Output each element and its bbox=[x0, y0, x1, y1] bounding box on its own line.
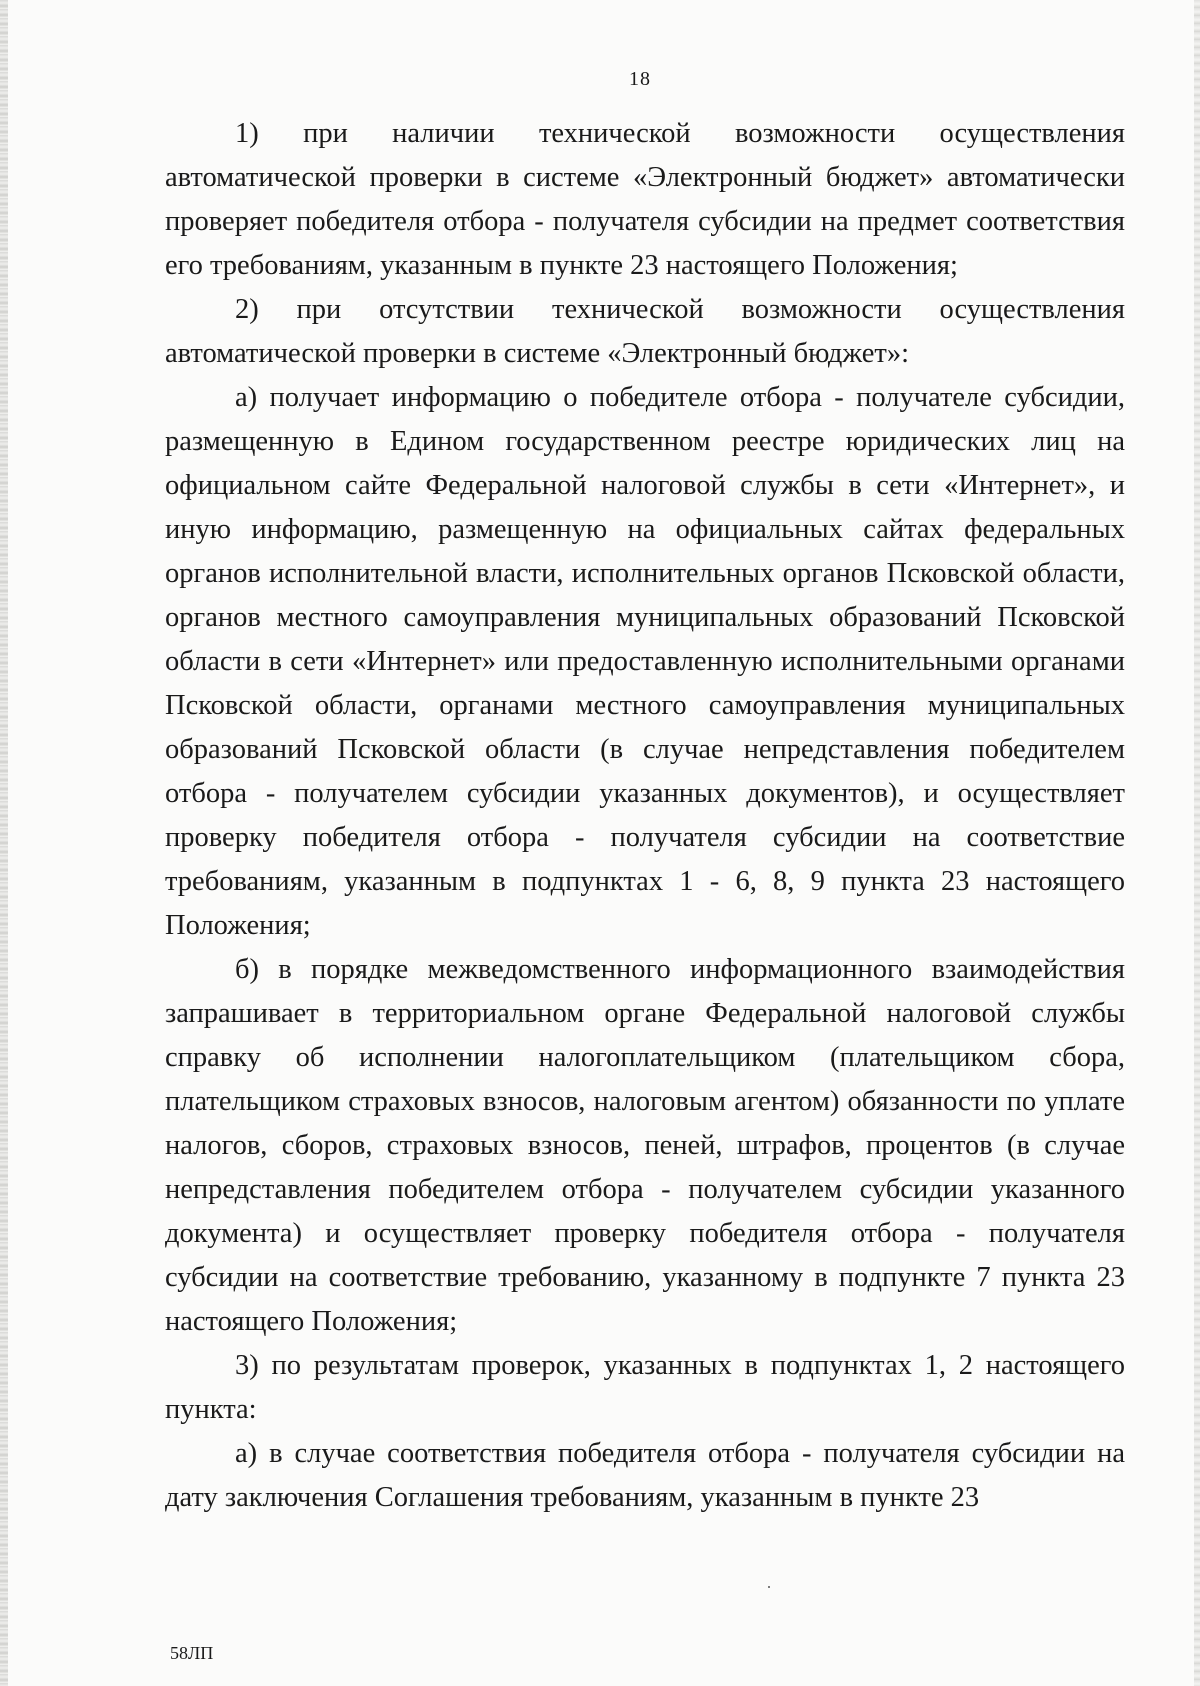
scan-edge-right bbox=[1194, 0, 1200, 1686]
paragraph-3: 3) по результатам проверок, указанных в подпунктах 1, 2 настоящего пункта: bbox=[165, 1350, 1125, 1425]
paragraph-2a: а) получает информацию о победителе отбора - получателе субсидии, размещенную в Едином государственном реестре юридических лиц на официальном сайте Федеральной налоговой службы в сети «Интернет», и иную информацию, размещенную на официальных сайтах федеральных органов исполнительной власти, исполнительных органов Псковской области, органов местного самоуправления муниципальных образований Псковской области в сети «Интернет» или предоставленную исполнительными органами Псковской области, органами местного самоуправления муниципальных образований Псковской области (в случае непредставления победителем отбора - получателем субсидии указанных документов), и осуществляет проверку победителя отбора - получателя субсидии на соответствие требованиям, указанным в подпунктах 1 - 6, 8, 9 пункта 23 настоящего Положения; bbox=[165, 382, 1125, 941]
paragraph-1: 1) при наличии технической возможности осуществления автоматической проверки в системе «Электронный бюджет» автоматически проверяет победителя отбора - получателя субсидии на предмет соответствия его требованиям, указанным в пункте 23 настоящего Положения; bbox=[165, 118, 1125, 281]
paragraph-3a: а) в случае соответствия победителя отбора - получателя субсидии на дату заключения Соглашения требованиям, указанным в пункте 23 bbox=[165, 1438, 1125, 1513]
scan-edge-left bbox=[0, 0, 8, 1686]
paragraph-2b: б) в порядке межведомственного информационного взаимодействия запрашивает в территориальном органе Федеральной налоговой службы справку об исполнении налогоплательщиком (плательщиком сбора, плательщиком страховых взносов, налоговым агентом) обязанности по уплате налогов, сборов, страховых взносов, пеней, штрафов, процентов (в случае непредставления победителем отбора - получателем субсидии указанного документа) и осуществляет проверку победителя отбора - получателя субсидии на соответствие требованию, указанному в подпункте 7 пункта 23 настоящего Положения; bbox=[165, 954, 1125, 1337]
scan-speck bbox=[768, 1586, 770, 1588]
footer-document-code: 58ЛП bbox=[170, 1643, 214, 1663]
page-number: 18 bbox=[629, 68, 651, 90]
paragraph-2: 2) при отсутствии технической возможности осуществления автоматической проверки в системе «Электронный бюджет»: bbox=[165, 294, 1125, 369]
document-body bbox=[165, 112, 1125, 1520]
